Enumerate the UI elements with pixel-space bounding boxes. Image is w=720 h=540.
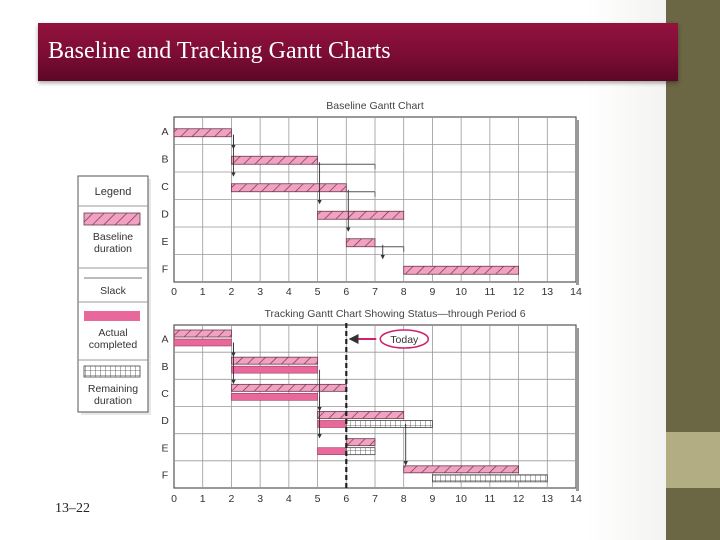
x-tick-label: 0 [171, 493, 177, 505]
x-tick-label: 2 [228, 286, 235, 298]
chart-title: Baseline Gantt Chart [326, 100, 424, 112]
baseline-bar [231, 156, 317, 164]
x-tick-label: 11 [484, 286, 496, 298]
x-tick-label: 5 [314, 493, 321, 505]
baseline-bar [404, 466, 519, 473]
chart-title: Tracking Gantt Chart Showing Status—through Period 6 [264, 308, 526, 320]
baseline-bar [174, 129, 231, 137]
task-label: D [161, 415, 169, 428]
task-label: E [161, 442, 169, 455]
actual-bar [174, 339, 231, 346]
baseline-bar [318, 211, 404, 219]
baseline-bar [346, 439, 375, 446]
baseline-bar [231, 184, 346, 192]
task-label: C [161, 180, 169, 193]
legend-swatch-baseline [84, 213, 140, 225]
x-tick-label: 1 [199, 286, 206, 298]
legend-swatch-remaining [84, 366, 140, 377]
baseline-bar [404, 266, 519, 274]
remaining-bar [346, 421, 432, 428]
actual-bar [318, 448, 347, 455]
x-tick-label: 9 [429, 286, 436, 298]
task-label: B [161, 153, 169, 166]
legend-label-baseline [93, 231, 133, 255]
legend-label-slack: Slack [100, 285, 126, 297]
x-tick-label: 14 [570, 286, 582, 298]
legend [78, 176, 151, 415]
legend-label-remaining [88, 383, 138, 407]
actual-bar [231, 366, 317, 373]
legend-label-remaining-line2: duration [94, 395, 132, 407]
x-tick-label: 8 [400, 286, 407, 298]
baseline-bar [231, 357, 317, 364]
x-tick-label: 12 [512, 493, 525, 505]
plot-shadow [576, 120, 579, 285]
x-tick-label: 6 [343, 286, 350, 298]
legend-label-baseline-line2: duration [94, 243, 132, 255]
x-tick-label: 6 [343, 493, 350, 505]
x-tick-label: 4 [285, 286, 292, 298]
baseline-bar [346, 239, 375, 247]
x-tick-label: 7 [372, 493, 378, 505]
task-label: C [161, 387, 169, 400]
x-tick-label: 10 [455, 286, 467, 298]
task-label: A [161, 125, 169, 138]
task-label: F [161, 469, 169, 482]
task-label: D [161, 208, 169, 221]
task-label: B [161, 360, 169, 373]
task-label: A [161, 333, 169, 346]
x-tick-label: 7 [372, 286, 378, 298]
x-tick-label: 12 [512, 286, 525, 298]
actual-bar [318, 421, 347, 428]
x-tick-label: 11 [484, 493, 496, 505]
legend-label-actual-line1: Actual [98, 327, 128, 339]
slide-title: Baseline and Tracking Gantt Charts [48, 38, 391, 64]
plot-shadow [576, 328, 579, 491]
today-label: Today [390, 334, 419, 346]
x-tick-label: 13 [541, 493, 554, 505]
baseline-bar [174, 330, 231, 337]
legend-label-baseline-line1: Baseline [92, 231, 134, 243]
legend-swatch-actual [84, 311, 140, 321]
x-tick-label: 2 [228, 493, 235, 505]
legend-label-actual-line2: completed [88, 339, 138, 351]
slide-number: 13–22 [55, 501, 90, 513]
x-tick-label: 13 [541, 286, 554, 298]
baseline-gantt-chart [161, 100, 582, 298]
x-tick-label: 3 [257, 493, 264, 505]
task-label: E [161, 235, 169, 248]
legend-label-remaining-line1: Remaining [87, 383, 139, 395]
task-label: F [161, 263, 169, 276]
x-tick-label: 14 [570, 493, 582, 505]
x-tick-label: 8 [400, 493, 407, 505]
x-tick-label: 10 [455, 493, 467, 505]
x-tick-label: 9 [429, 493, 436, 505]
baseline-bar [231, 384, 346, 391]
actual-bar [231, 393, 317, 400]
x-tick-label: 0 [171, 286, 177, 298]
remaining-bar [432, 475, 547, 482]
x-tick-label: 5 [314, 286, 321, 298]
x-tick-label: 4 [285, 493, 292, 505]
baseline-bar [318, 412, 404, 419]
x-tick-label: 3 [257, 286, 264, 298]
remaining-bar [346, 448, 375, 455]
legend-title: Legend [94, 186, 132, 198]
tracking-gantt-chart [161, 308, 582, 505]
x-tick-label: 1 [199, 493, 206, 505]
